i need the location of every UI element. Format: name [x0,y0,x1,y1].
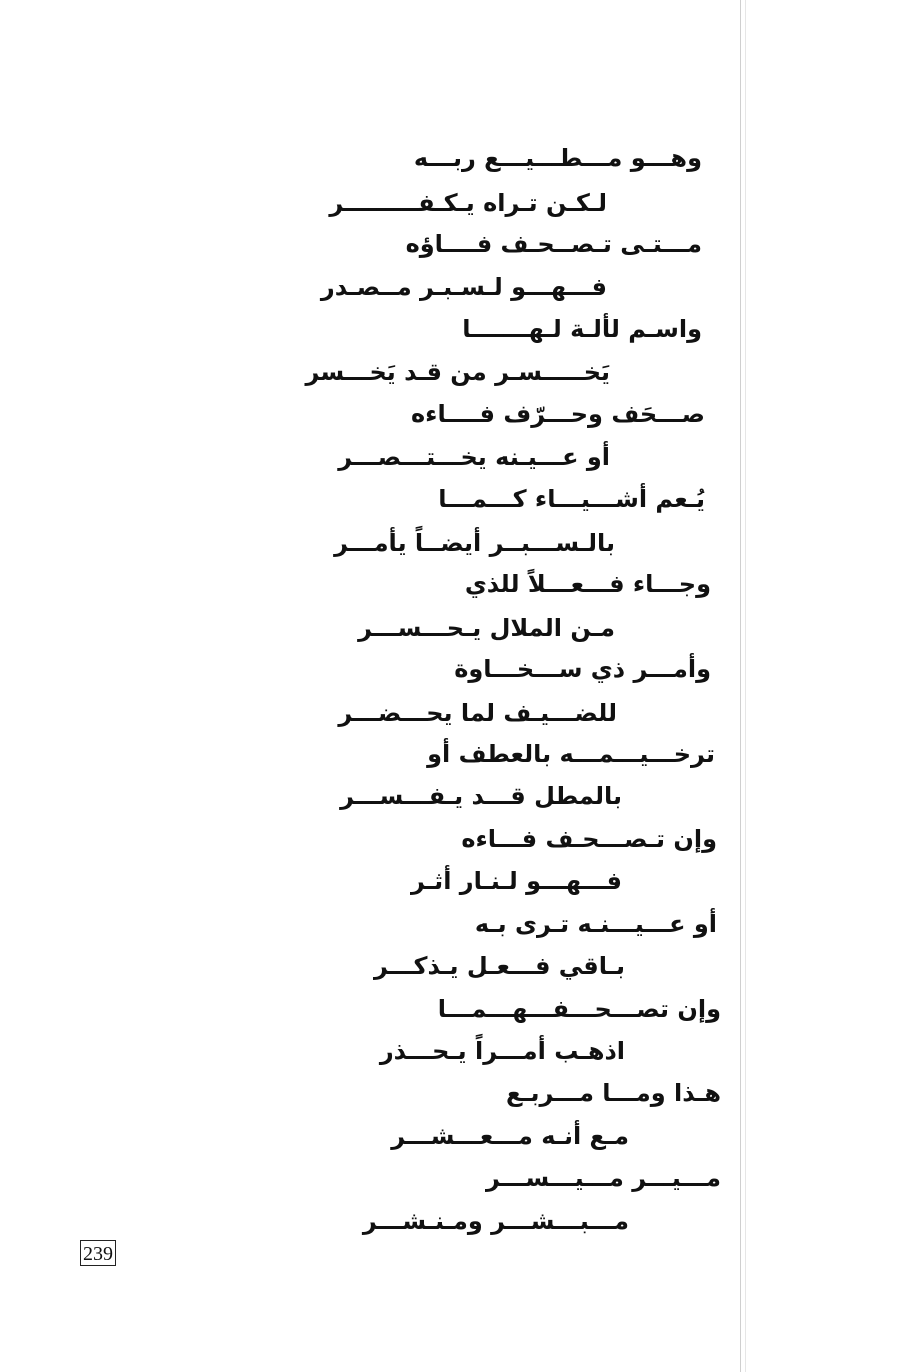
poem-line: وجـــاء فـــعـــلاً للذي [464,570,711,598]
poem-line: وإن تصـــحـــفـــهـــمـــا [437,995,721,1023]
poem-line: بـاقي فـــعـل يـذكـــر [373,952,625,980]
poem-line: ترخـــيـــمـــه بالعطف أو [427,740,715,768]
poem-line: أو عـــيـــنـه تـرى بـه [474,910,717,938]
poem-line: وأمـــر ذي ســـخـــاوة [454,655,711,683]
poem-line: أو عـــيـنه يخـــتـــصـــر [338,443,610,471]
poem-line: فـــهـــو لـنـار أثـر [411,867,622,895]
poem-line: اذهـب أمـــراً يـحـــذر [379,1037,625,1065]
poem-line: بالـســـبــر أيضــاً يأمـــر [334,529,615,557]
poem-line: فـــهـــو لـسـبـر مــصـدر [320,273,607,301]
poem-line: يُـعم أشـــيـــاء كـــمـــا [438,485,705,513]
poem-line: للضـــيـف لما يحـــضـــر [338,699,617,727]
poem-line: بالمطل قـــد يـفـــســـر [340,782,622,810]
page-number: 239 [80,1240,116,1266]
poem-line: وهـــو مـــطـــيـــع ربـــه [413,144,702,172]
poem-line: وإن تـصـــحـف فـــاءه [461,825,717,853]
poem-line: واسـم لألـة لـهـــــــا [462,315,702,343]
poem-line: مـــتـى تـصــحـف فــــاؤه [405,230,702,258]
poem-line: مـن الملال يـحـــســـر [358,614,615,642]
poem-line: مـع أنـه مـــعـــشـــر [391,1122,629,1150]
poem-line: يَخـــــسـر من قـد يَخـــسر [305,358,610,386]
poem-line: هـذا ومـــا مـــربـع [505,1079,721,1107]
poem-line: مـــبـــشـــر ومـنـشـــر [362,1207,629,1235]
poem-line: لـكـن تـراه يـكـفـــــــــر [329,189,607,217]
poem-line: صـــحَف وحـــرّف فــــاءه [411,400,705,428]
poem-line: مـــيـــر مـــيـــســـر [486,1164,721,1192]
